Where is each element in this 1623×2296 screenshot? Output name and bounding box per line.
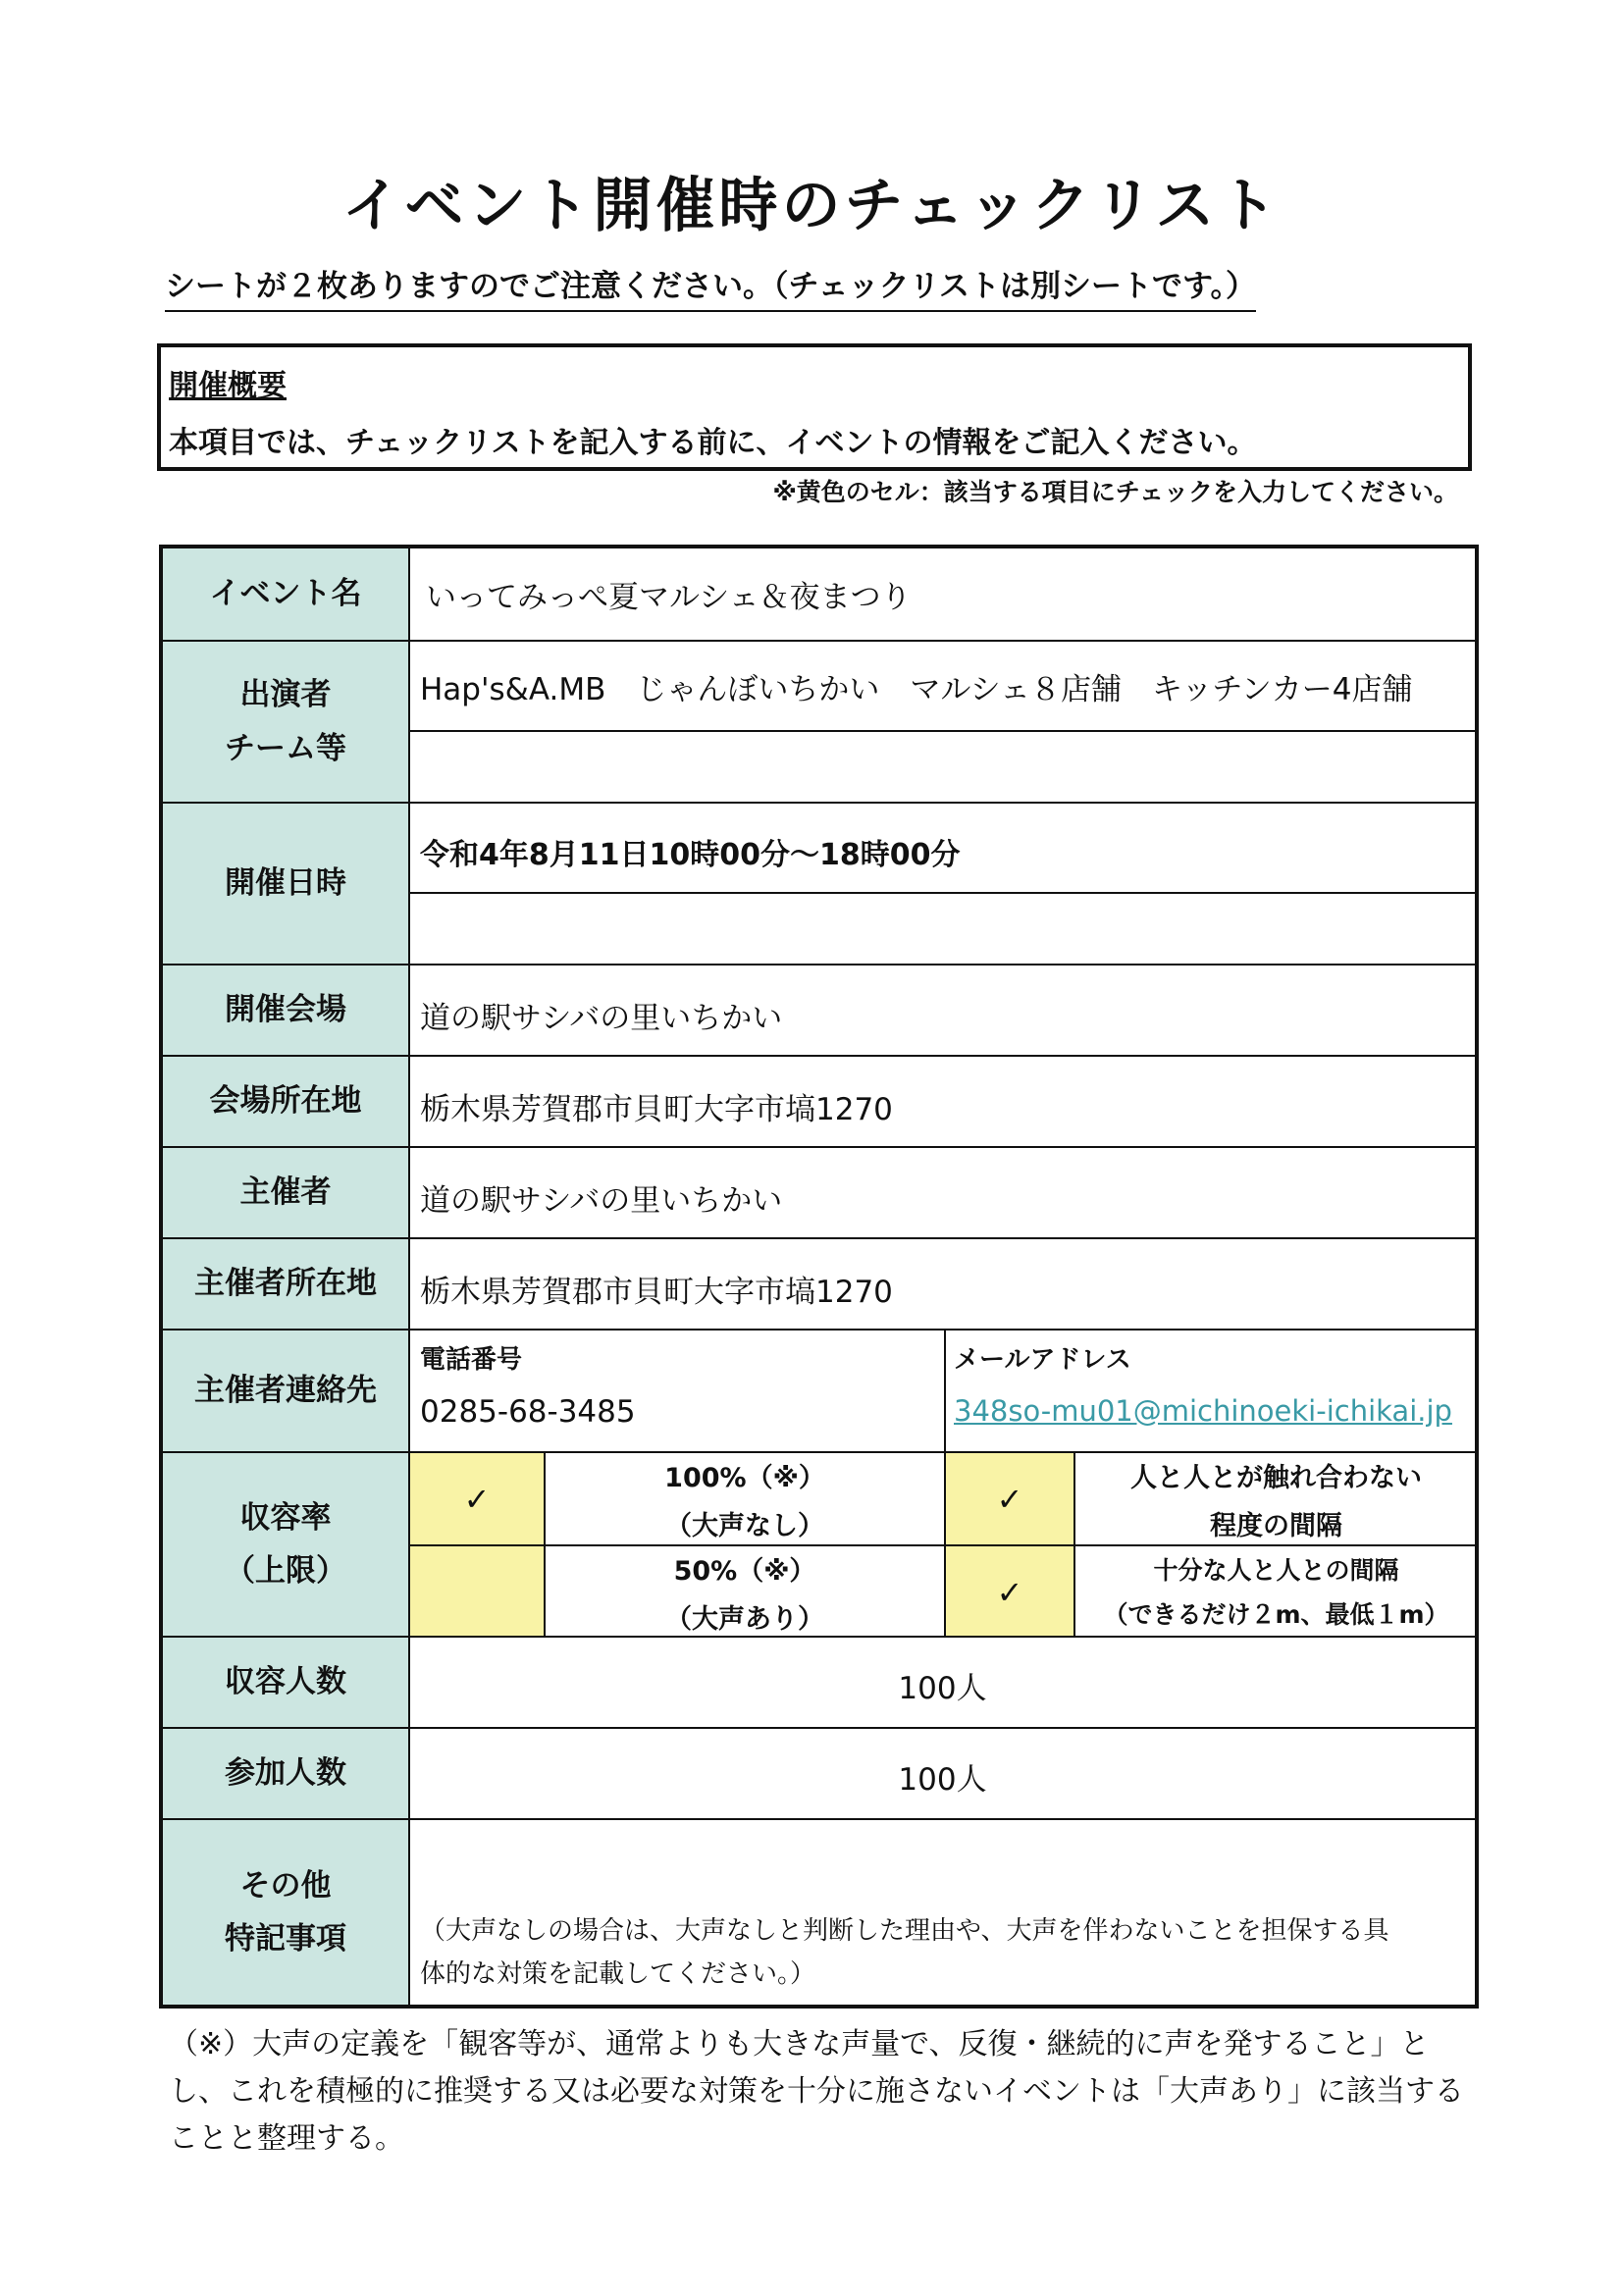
label-venue: 開催会場: [163, 965, 410, 1057]
label-capacity-rate: [163, 1453, 410, 1638]
row-divider: [410, 1818, 1475, 1820]
label-performers: [163, 642, 410, 804]
overview-heading: 開催概要: [169, 369, 287, 403]
event-info-table: [159, 545, 1479, 2009]
email-label: メールアドレス: [954, 1345, 1131, 1375]
option-no-contact-line2: 程度の間隔: [1210, 1510, 1342, 1541]
label-performers-line1: 出演者: [239, 677, 332, 713]
row-divider: [410, 1055, 1475, 1057]
check-mark-icon: ✓: [996, 1480, 1023, 1518]
label-capacity: 収容人数: [163, 1638, 410, 1729]
organizer-address-field[interactable]: 栃木県芳賀郡市貝町大字市塙1270: [420, 1275, 893, 1310]
label-remarks: [163, 1820, 410, 2005]
row-divider: [410, 1329, 1475, 1331]
row-divider: [410, 1727, 1475, 1729]
label-capacity-rate-line1: 収容率: [239, 1499, 332, 1536]
row-divider: [410, 964, 1475, 965]
loud-voice-footnote: （※）大声の定義を「観客等が、通常よりも大きな声量で、反復・継続的に声を発すること」とし、これを積極的に推奨する又は必要な対策を十分に施さないイベントは「大声あり」に該当することと整理する。: [169, 2027, 1464, 2156]
row-divider: [410, 1146, 1475, 1148]
organizer-field[interactable]: 道の駅サシバの里いちかい: [420, 1183, 783, 1219]
checkbox-50-percent[interactable]: [410, 1546, 544, 1638]
venue-address-field[interactable]: 栃木県芳賀郡市貝町大字市塙1270: [420, 1092, 893, 1127]
check-mark-icon: ✓: [463, 1480, 491, 1518]
row-divider: [410, 1451, 1475, 1453]
participants-field[interactable]: 100人: [898, 1762, 987, 1798]
row-subdivider: [410, 892, 1475, 894]
phone-label: 電話番号: [420, 1345, 523, 1375]
option-no-contact-label: [1075, 1455, 1477, 1550]
row-subdivider: [410, 730, 1475, 732]
label-event-name: イベント名: [163, 548, 410, 642]
row-divider: [410, 640, 1475, 642]
label-venue-address: 会場所在地: [163, 1057, 410, 1148]
performers-field[interactable]: Hap's&A.MB じゃんぼいちかい マルシェ８店舗 キッチンカー4店舗: [420, 672, 1413, 707]
option-sufficient-spacing-line2: （できるだけ２m、最低１m）: [1103, 1600, 1449, 1629]
label-capacity-rate-line2: （上限）: [225, 1553, 346, 1589]
option-100-percent-line1: 100%（※）: [664, 1463, 825, 1493]
label-contact: 主催者連絡先: [163, 1331, 410, 1453]
label-remarks-line1: その他: [239, 1867, 332, 1904]
remarks-note-line2: 体的な対策を記載してください。）: [420, 1959, 816, 1990]
checkbox-sufficient-spacing[interactable]: [946, 1546, 1073, 1638]
email-link[interactable]: 348so-mu01@michinoeki-ichikai.jp: [954, 1394, 1452, 1428]
label-organizer: 主催者: [163, 1148, 410, 1239]
remarks-note-line1: （大声なしの場合は、大声なしと判断した理由や、大声を伴わないことを担保する具: [420, 1916, 1389, 1946]
page-title: イベント開催時のチェックリスト: [341, 172, 1282, 240]
overview-box: [157, 343, 1472, 471]
label-datetime: 開催日時: [163, 804, 410, 965]
option-100-percent-line2: （大声なし）: [665, 1510, 824, 1541]
yellow-cell-note: ※黄色のセル：該当する項目にチェックを入力してください。: [772, 478, 1458, 506]
checkbox-100-percent[interactable]: [410, 1453, 544, 1544]
option-sufficient-spacing-label: [1075, 1548, 1477, 1637]
option-50-percent-label: [546, 1548, 944, 1644]
event-name-field[interactable]: いってみっぺ夏マルシェ＆夜まつり: [426, 580, 912, 615]
option-50-percent-line2: （大声あり）: [665, 1603, 824, 1635]
datetime-field[interactable]: 令和4年8月11日10時00分～18時00分: [420, 838, 961, 872]
option-50-percent-line1: 50%（※）: [673, 1556, 816, 1587]
row-divider: [410, 1237, 1475, 1239]
overview-text: 本項目では、チェックリストを記入する前に、イベントの情報をご記入ください。: [169, 426, 1257, 460]
label-remarks-line2: 特記事項: [225, 1921, 346, 1957]
label-organizer-address: 主催者所在地: [163, 1239, 410, 1331]
option-no-contact-line1: 人と人とが触れ合わない: [1130, 1463, 1422, 1493]
remarks-field[interactable]: [420, 1909, 1388, 1996]
capacity-field[interactable]: 100人: [898, 1671, 987, 1706]
label-participants: 参加人数: [163, 1729, 410, 1820]
option-sufficient-spacing-line1: 十分な人と人との間隔: [1153, 1556, 1399, 1585]
row-divider: [410, 802, 1475, 804]
checkbox-no-contact-spacing[interactable]: [946, 1453, 1073, 1544]
row-divider: [410, 1636, 1475, 1638]
label-performers-line2: チーム等: [225, 730, 346, 766]
option-100-percent-label: [546, 1455, 944, 1550]
phone-field[interactable]: 0285-68-3485: [420, 1394, 636, 1430]
check-mark-icon: ✓: [996, 1573, 1023, 1611]
cell-divider: [944, 1331, 946, 1453]
venue-field[interactable]: 道の駅サシバの里いちかい: [420, 1001, 783, 1036]
sheet-notice: シートが２枚ありますのでご注意ください。（チェックリストは別シートです。）: [165, 261, 1256, 312]
